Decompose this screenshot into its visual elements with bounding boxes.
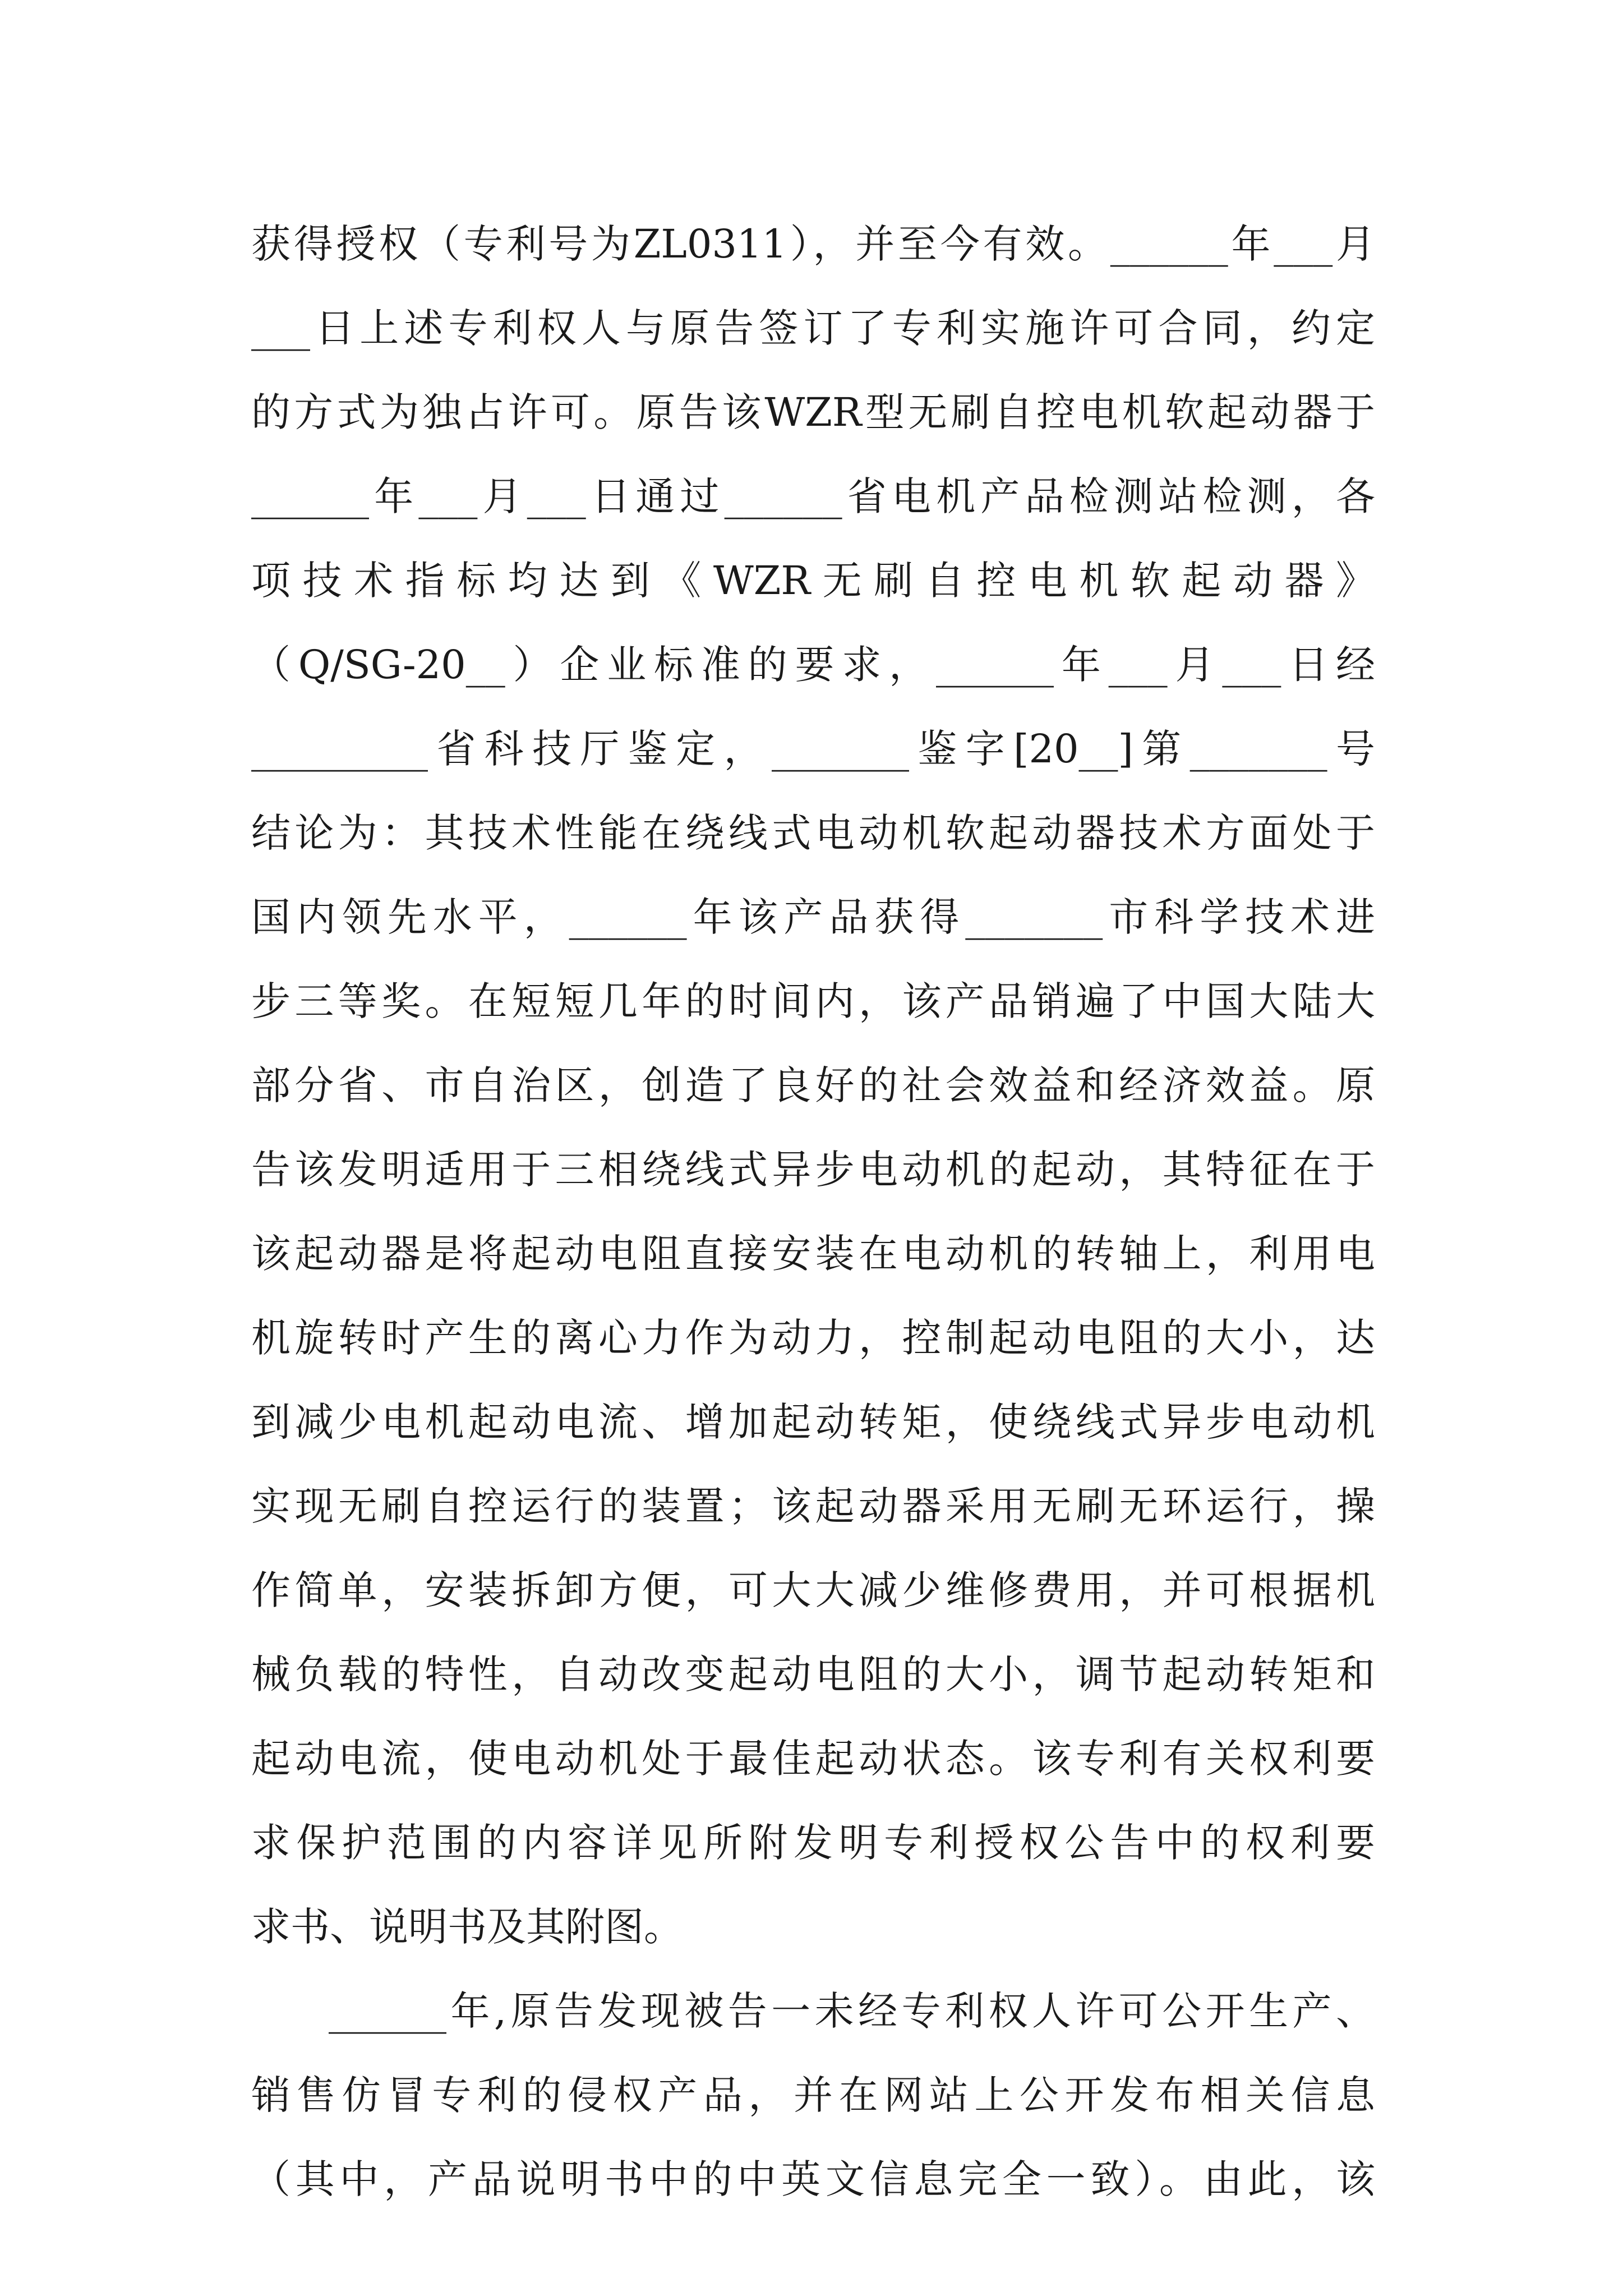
text-line: 到减少电机起动电流、增加起动转矩，使绕线式异步电动机	[251, 1399, 1375, 1445]
text-line: _________省科技厅鉴定，_______鉴字[20__]第_______号	[251, 726, 1375, 772]
text-line: ___日上述专利权人与原告签订了专利实施许可合同，约定	[251, 305, 1375, 351]
text-line: 项技术指标均达到《WZR无刷自控电机软起动器》	[251, 558, 1375, 604]
text-line: 国内领先水平，______年该产品获得_______市科学技术进	[251, 894, 1375, 940]
text-line: 机旋转时产生的离心力作为动力，控制起动电阻的大小，达	[251, 1315, 1375, 1361]
text-line: 销售仿冒专利的侵权产品，并在网站上公开发布相关信息	[251, 2072, 1375, 2118]
text-line: 作简单，安装拆卸方便，可大大减少维修费用，并可根据机	[251, 1567, 1375, 1613]
text-line: 求保护范围的内容详见所附发明专利授权公告中的权利要	[251, 1820, 1375, 1866]
text-line: 获得授权（专利号为ZL0311），并至今有效。______年___月	[251, 221, 1375, 267]
text-line: 告该发明适用于三相绕线式异步电动机的起动，其特征在于	[251, 1147, 1375, 1193]
text-line-paragraph-start: ______年,原告发现被告一未经专利权人许可公开生产、	[329, 1988, 1375, 2034]
text-line: 的方式为独占许可。原告该WZR型无刷自控电机软起动器于	[251, 389, 1375, 435]
text-line: （Q/SG-20__）企业标准的要求，______年___月___日经	[251, 642, 1375, 688]
text-line: 实现无刷自控运行的装置；该起动器采用无刷无环运行，操	[251, 1483, 1375, 1529]
text-line: ______年___月___日通过______省电机产品检测站检测，各	[251, 473, 1375, 519]
text-line: 起动电流，使电动机处于最佳起动状态。该专利有关权利要	[251, 1736, 1375, 1782]
text-line: 该起动器是将起动电阻直接安装在电动机的转轴上，利用电	[251, 1231, 1375, 1277]
text-line: 械负载的特性，自动改变起动电阻的大小，调节起动转矩和	[251, 1651, 1375, 1697]
text-line-paragraph-end: 求书、说明书及其附图。	[251, 1904, 683, 1950]
text-line: 步三等奖。在短短几年的时间内，该产品销遍了中国大陆大	[251, 978, 1375, 1024]
text-line: 部分省、市自治区，创造了良好的社会效益和经济效益。原	[251, 1062, 1375, 1108]
text-line: 结论为：其技术性能在绕线式电动机软起动器技术方面处于	[251, 810, 1375, 856]
text-line: （其中，产品说明书中的中英文信息完全一致）。由此，该	[251, 2156, 1375, 2202]
